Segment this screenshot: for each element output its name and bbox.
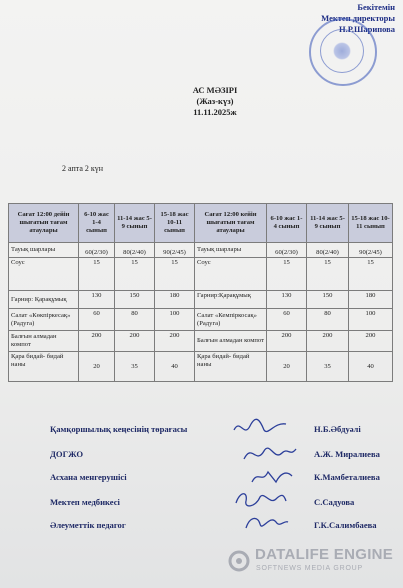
dish-name: Салат «Кемпіркосақ» (Радуга) (195, 309, 267, 331)
handwritten-signature-icon (240, 510, 290, 536)
dish-name: Гарнир: Қарақұмық (9, 291, 79, 309)
signature-role: Қамқоршылық кеңесінің төрағасы (50, 424, 188, 434)
signature-row-board-chair (0, 424, 403, 444)
portion-cell: 40 (349, 352, 393, 382)
portion-cell: 90(2/45) (349, 243, 393, 258)
header-cell: Сағат 12:00 кейін шығатын тағам атаулары (195, 204, 267, 243)
portion-cell: 200 (307, 331, 349, 352)
dish-name: Балғын алмадан компот (9, 331, 79, 352)
portion-cell: 60 (267, 309, 307, 331)
portion-cell: 20 (267, 352, 307, 382)
approval-position: Мектеп директоры (321, 13, 395, 23)
dish-name: Соус (9, 258, 79, 291)
dish-name: Тауық шарлары (9, 243, 79, 258)
portion-cell: 180 (349, 291, 393, 309)
portion-cell: 15 (349, 258, 393, 291)
datalife-logo-icon (228, 550, 250, 572)
portion-cell: 130 (267, 291, 307, 309)
portion-cell: 200 (267, 331, 307, 352)
watermark-title: DATALIFE ENGINE (255, 546, 394, 563)
handwritten-signature-icon (246, 464, 296, 488)
table-row (9, 331, 393, 352)
signatory-name: К.Мамбеталиева (314, 472, 380, 482)
handwritten-signature-icon (230, 416, 290, 440)
table-row (9, 309, 393, 331)
portion-cell: 60(2/30) (79, 243, 115, 258)
portion-cell: 60(2/30) (267, 243, 307, 258)
portion-cell: 80(2/40) (307, 243, 349, 258)
approval-heading: Бекітемін (357, 2, 395, 12)
header-cell: 6-10 жас 1-4 сынып (267, 204, 307, 243)
portion-cell: 100 (155, 309, 195, 331)
portion-cell: 150 (115, 291, 155, 309)
portion-cell: 90(2/45) (155, 243, 195, 258)
menu-title-main: АС МӘЗІРІ (192, 85, 238, 95)
signature-role: ДОГЖО (50, 449, 84, 459)
portion-cell: 80(2/40) (115, 243, 155, 258)
portion-cell: 20 (79, 352, 115, 382)
header-cell: 15-18 жас 10-11 сынып (349, 204, 393, 243)
dish-name: Тауық шарлары (195, 243, 267, 258)
portion-cell: 15 (155, 258, 195, 291)
portion-cell: 15 (115, 258, 155, 291)
menu-table (8, 203, 393, 382)
portion-cell: 180 (155, 291, 195, 309)
portion-cell: 200 (155, 331, 195, 352)
site-watermark (228, 544, 396, 580)
signatory-name: А.Ж. Миралиева (314, 449, 380, 459)
approval-name: Н.Р.Шарипова (339, 24, 395, 34)
menu-title (160, 85, 270, 118)
portion-cell: 40 (155, 352, 195, 382)
header-cell: Сағат 12:00 дейін шығатын тағам атаулары (9, 204, 79, 243)
table-row (9, 352, 393, 382)
dish-name: Соус (195, 258, 267, 291)
portion-cell: 130 (79, 291, 115, 309)
signature-row-social-pedagogue (0, 520, 403, 540)
portion-cell: 100 (349, 309, 393, 331)
dish-name: Қара бидай- бидай наны (195, 352, 267, 382)
handwritten-signature-icon (238, 439, 298, 467)
signature-row-canteen-head (0, 472, 403, 492)
signatory-name: Г.К.Салимбаева (314, 520, 377, 530)
portion-cell: 200 (349, 331, 393, 352)
stamp-emblem-icon (333, 42, 351, 60)
signature-row-dogzho (0, 449, 403, 469)
watermark-subtitle: SOFTNEWS MEDIA GROUP (256, 565, 364, 572)
signature-role: Асхана менгерушісі (50, 472, 127, 482)
portion-cell: 35 (115, 352, 155, 382)
table-row (9, 258, 393, 291)
dish-name: Салат «Көкпіркесақ» (Радуга) (9, 309, 79, 331)
official-stamp-icon (309, 18, 377, 86)
menu-title-date: 11.11.2025ж (193, 107, 237, 117)
week-day-label: 2 апта 2 күн (62, 164, 104, 173)
portion-cell: 15 (267, 258, 307, 291)
table-row (9, 291, 393, 309)
table-row (9, 243, 393, 258)
header-cell: 11-14 жас 5-9 сынып (115, 204, 155, 243)
header-cell: 11-14 жас 5-9 сынып (307, 204, 349, 243)
header-cell: 15-18 жас 10-11 сынып (155, 204, 195, 243)
signatory-name: Н.Б.Әбдуәлі (314, 424, 361, 434)
signatory-name: С.Садуова (314, 497, 355, 507)
menu-title-season: (Жаз-күз) (196, 96, 234, 106)
portion-cell: 15 (79, 258, 115, 291)
dish-name: Гарнир:Қарақұмық (195, 291, 267, 309)
table-header-row (9, 204, 393, 243)
portion-cell: 80 (115, 309, 155, 331)
portion-cell: 15 (307, 258, 349, 291)
signature-role: Әлеуметтік педагог (50, 520, 126, 530)
dish-name: Балғын алмадан компот (195, 331, 267, 352)
portion-cell: 35 (307, 352, 349, 382)
portion-cell: 200 (115, 331, 155, 352)
dish-name: Қара бидай- бидай наны (9, 352, 79, 382)
signature-row-nurse (0, 497, 403, 517)
portion-cell: 80 (307, 309, 349, 331)
portion-cell: 150 (307, 291, 349, 309)
portion-cell: 60 (79, 309, 115, 331)
header-cell: 6-10 жас 1-4 сынып (79, 204, 115, 243)
signature-role: Мектеп медбикесі (50, 497, 120, 507)
portion-cell: 200 (79, 331, 115, 352)
